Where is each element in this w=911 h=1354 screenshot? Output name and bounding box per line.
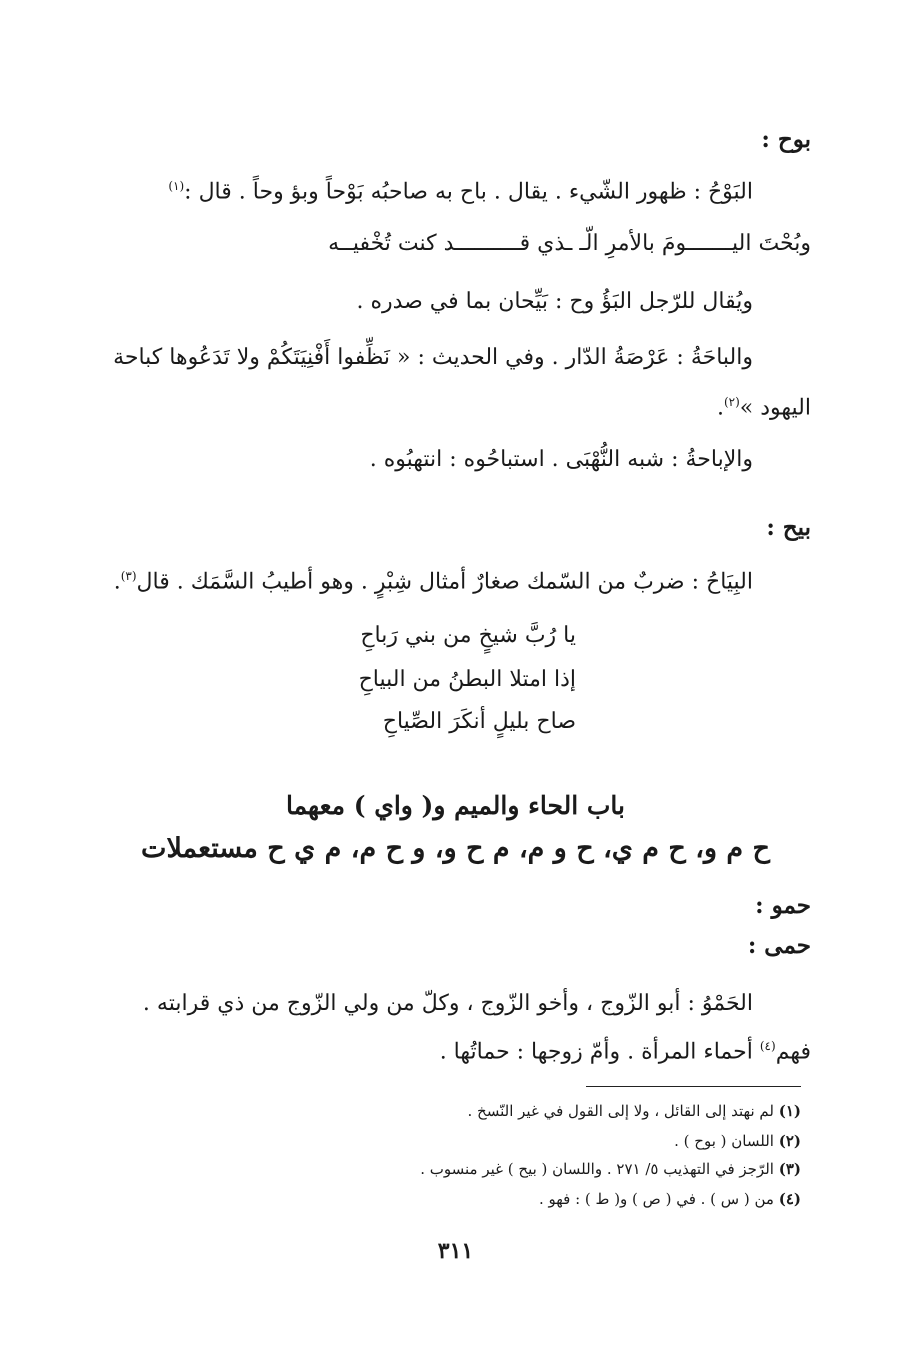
poem-line-1: يا رُبَّ شيخٍ من بني رَباحِ	[360, 623, 576, 648]
headword-byh: بيح :	[766, 514, 811, 541]
footnote-3	[420, 1156, 801, 1182]
footnote-2-text: اللسان ( بوح ) .	[674, 1132, 779, 1150]
footnote-2-number: (٢)	[778, 1132, 801, 1150]
bwh-line6: والإباحةُ : شبه النُّهْبَى . استباحُوه : انتهبُوه .	[369, 447, 753, 472]
byh-line1-end: .	[113, 569, 121, 595]
hmw-line2-b: أحماء المرأة . وأمّ زوجها : حماتُها .	[439, 1039, 760, 1065]
bwh-verse: وبُحْتَ اليـــــــومَ بالأمرِ الّـ ـذي قــــــــــد كنت تُخْفيــه	[328, 231, 811, 256]
footnote-3-text: الرّجز في التهذيب ٥/ ٢٧١ . واللسان ( بيح ) غير منسوب .	[420, 1160, 779, 1178]
footnote-ref-3: (٣)	[120, 569, 137, 583]
headword-bwh: بوح :	[761, 126, 811, 153]
byh-definition-line	[100, 556, 753, 602]
footnote-1-number: (١)	[778, 1102, 801, 1120]
footnote-ref-2: (٢)	[723, 395, 740, 409]
bwh-line5-end: .	[716, 395, 724, 421]
hmw-line2-a: فهم	[775, 1039, 811, 1065]
bwh-line5-text: اليهود »	[739, 395, 811, 421]
hmw-line1: الحَمْوُ : أبو الزّوج ، وأخو الزّوج ، وكلّ من ولي الزّوج من ذي قرابته .	[142, 991, 753, 1016]
bwh-line4: والباحَةُ : عَرْصَةُ الدّار . وفي الحديث : « نَظِّفوا أَفْنِيَتَكُمْ ولا تَدَعُوها كباحة	[113, 345, 753, 370]
footnote-1	[468, 1098, 801, 1124]
chapter-subtitle: ح م و، ح م ي، ح و م، م ح و، و ح م، م ي ح مستعملات	[141, 833, 770, 864]
footnote-divider	[586, 1086, 801, 1087]
bwh-definition-line	[100, 166, 753, 212]
bwh-line3: ويُقال للرّجل البَؤُ وح : بَيِّحان بما في صدره .	[356, 289, 753, 314]
footnote-ref-1: (١)	[168, 179, 185, 193]
byh-line1-text: البِيَاحُ : ضربٌ من السّمك صغارٌ أمثال شِبْرٍ . وهو أطيبُ السَّمَك . قال	[136, 569, 753, 595]
poem-line-3: صاح بليلٍ أنكَرَ الصِّياحِ	[382, 709, 576, 734]
footnote-4-number: (٤)	[778, 1190, 801, 1208]
chapter-title: باب الحاء والميم و( واي ) معهما	[285, 791, 626, 820]
poem-line-2: إذا امتلا البطنُ من البياحِ	[358, 667, 576, 692]
hmw-line2	[100, 1026, 811, 1072]
headword-hmy: حمى :	[747, 932, 811, 959]
bwh-line1-text: البَوْحُ : ظهور الشّيء . يقال . باح به صاحبُه بَوْحاً وبؤ وحاً . قال :	[184, 179, 753, 205]
page-number: ٣١١	[437, 1238, 474, 1264]
footnote-1-text: لم نهتد إلى القائل ، ولا إلى القول في غير النّسخ .	[467, 1102, 779, 1120]
bwh-line5	[100, 382, 811, 428]
footnote-ref-4: (٤)	[759, 1039, 776, 1053]
footnote-4	[539, 1186, 801, 1212]
headword-hmw: حمو :	[755, 892, 811, 919]
footnote-2	[674, 1128, 801, 1154]
footnote-3-number: (٣)	[778, 1160, 801, 1178]
footnote-4-text: من ( س ) . في ( ص ) و( ط ) : فهو .	[538, 1190, 779, 1208]
